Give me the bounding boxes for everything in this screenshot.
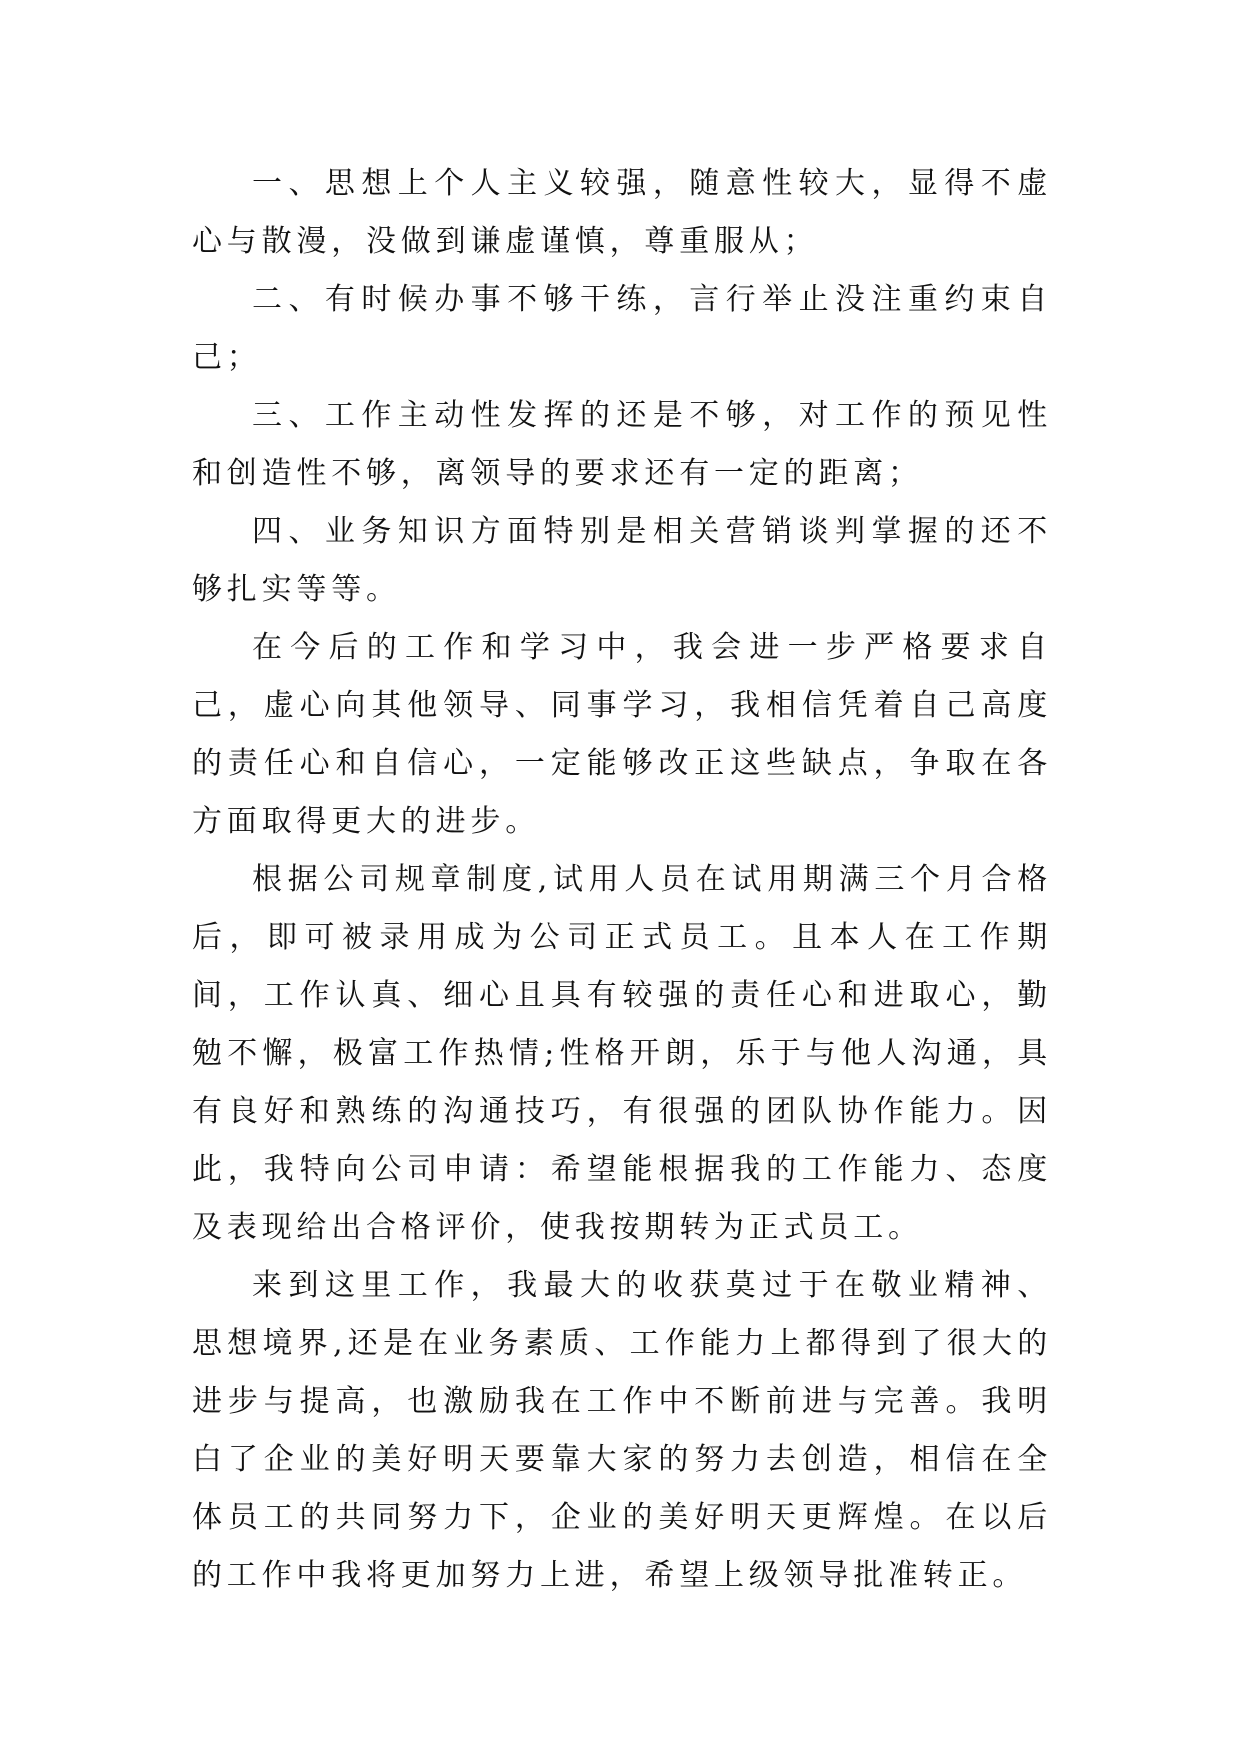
- document-body: [192, 155, 1052, 1605]
- paragraph-shortcoming-1: 一、思想上个人主义较强，随意性较大，显得不虚心与散漫，没做到谦虚谨慎，尊重服从；: [192, 166, 1052, 259]
- paragraph-regularization-request: 根据公司规章制度,试用人员在试用期满三个月合格后，即可被录用成为公司正式员工。且本人在工作期间，工作认真、细心且具有较强的责任心和进取心，勤勉不懈，极富工作热情;性格开朗，乐于与他人沟通，具有良好和熟练的沟通技巧，有很强的团队协作能力。因此，我特向公司申请：希望能根据我的工作能力、态度及表现给出合格评价，使我按期转为正式员工。: [192, 862, 1052, 1245]
- paragraph-shortcoming-4: 四、业务知识方面特别是相关营销谈判掌握的还不够扎实等等。: [192, 514, 1052, 607]
- paragraph-improvement-plan: 在今后的工作和学习中，我会进一步严格要求自己，虚心向其他领导、同事学习，我相信凭着自己高度的责任心和自信心，一定能够改正这些缺点，争取在各方面取得更大的进步。: [192, 630, 1052, 839]
- paragraph-conclusion: 来到这里工作，我最大的收获莫过于在敬业精神、思想境界,还是在业务素质、工作能力上都得到了很大的进步与提高，也激励我在工作中不断前进与完善。我明白了企业的美好明天要靠大家的努力去创造，相信在全体员工的共同努力下，企业的美好明天更辉煌。在以后的工作中我将更加努力上进，希望上级领导批准转正。: [192, 1268, 1052, 1593]
- paragraph-shortcoming-2: 二、有时候办事不够干练，言行举止没注重约束自己；: [192, 282, 1052, 375]
- paragraph-shortcoming-3: 三、工作主动性发挥的还是不够，对工作的预见性和创造性不够，离领导的要求还有一定的距离；: [192, 398, 1052, 491]
